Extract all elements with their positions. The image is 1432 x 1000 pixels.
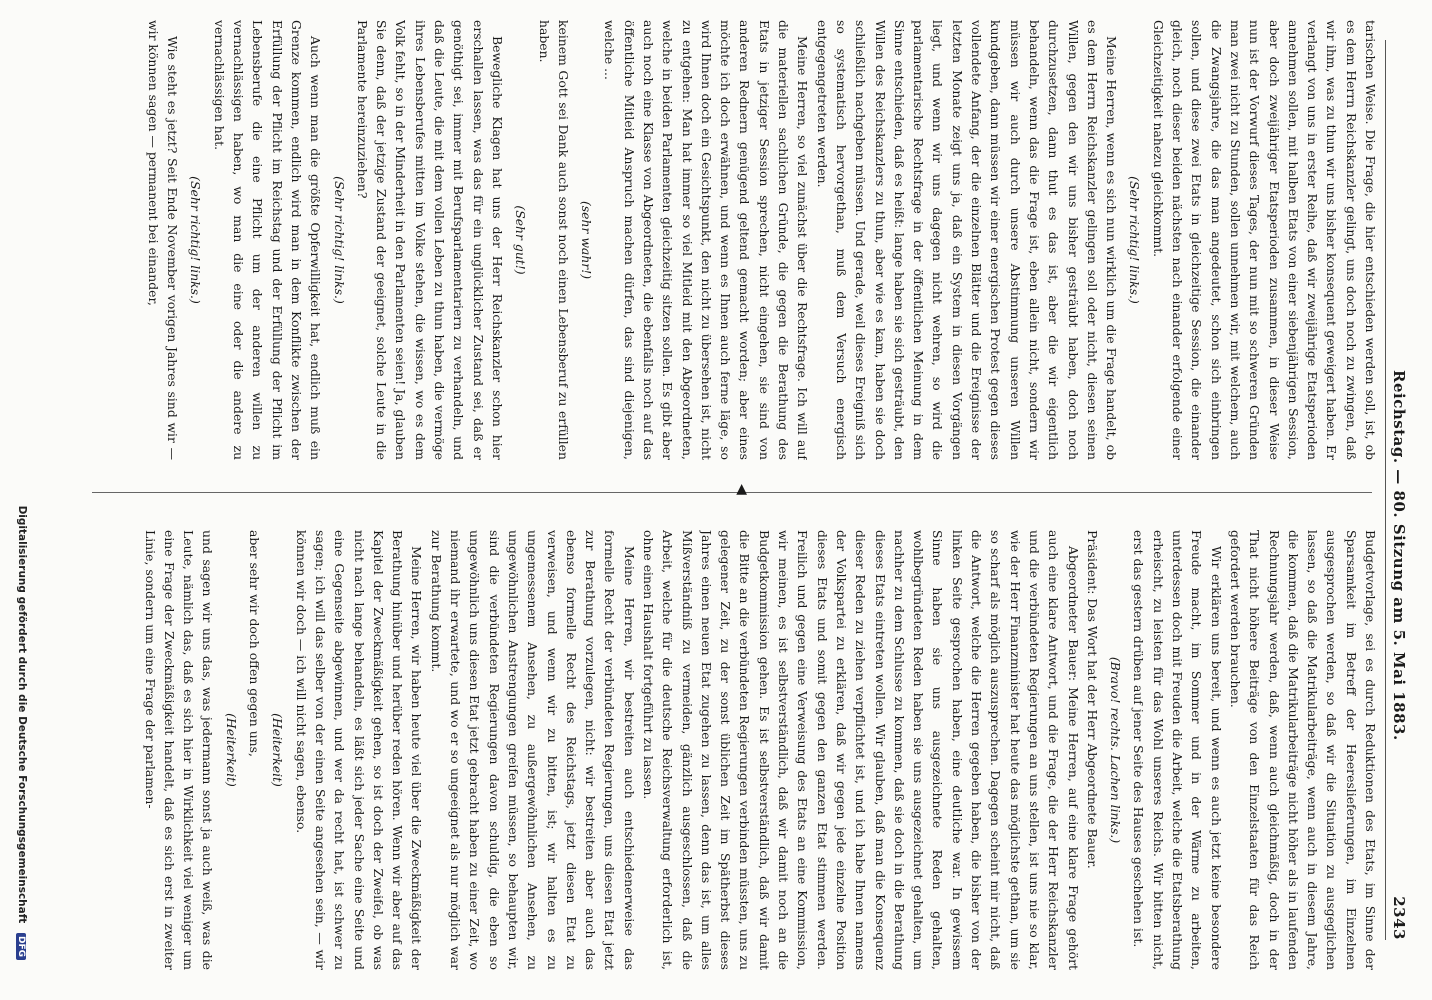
header-rule [1385, 40, 1386, 940]
paragraph: Meine Herren, wir haben heute viel über die Zweckmäßigkeit der Berathung hinüber und herüber reden hören. Wenn wir aber auf das Kapitel der Zweckmäßigkeit gehen, so ist doch der Zweifel, ob was nicht nach lange behandeln, es läßt sich jeder Sache eine Seite und eine Gegenseite abgewinnen, und wer da recht hat, ist schwer zu sagen; ich will das selber von der einen Seite angesehen sein, — wir können wir doch — ich will nicht sagen, ebenso. [293, 530, 425, 970]
footer-credit: Digitalisierung gefördert durch die Deutsche Forschungsgemeinschaft [16, 505, 28, 924]
interjection: (Sehr richtig! links.) [331, 176, 347, 304]
paragraph: keinem Gott sei Dank auch sonst noch einen Lebensberuf zu erfüllen haben. [536, 20, 571, 460]
column-marker-arrow: ◀ [734, 484, 750, 495]
interjection: (Sehr richtig! links.) [1127, 176, 1143, 304]
text-column-right [80, 530, 1380, 970]
digitization-footer [6, 0, 28, 1000]
text-column-left [80, 20, 1380, 460]
paragraph: Budgetvorlage, sei es durch Reduktionen des Etats, im Sinne der Sparsamkeit im Betreff der Heereslieferungen, im Einzelnen ausgesprochen werden, so daß wir die Situation zu ausgeglichen lassen, so daß die Matrikularbeiträge, wenn auch in diesem Jahre, die kommen, daß die Matrikularbeiträge nicht höher als in laufenden Rechnungsjahr werden, daß, wenn auch gleichmäßig, doch in der That nicht höhere Beiträge von den Einzelstaaten für das Reich gefordert werden brauchen. [1227, 530, 1378, 970]
paragraph: Abgeordneter Bauer: Meine Herren, auf eine klare Frage gehört auch eine klare Antwort, und die Frage, die der Herr Reichskanzler und die verbündeten Regierungen an uns stellen, ist uns nie so klar, wie der Herr Finanzminister hat heute das möglichste gethan, um sie so scharf als möglich auszusprechen. Dagegen scheint mir nicht, daß die Antwort, welche die Herren gegeben haben, die bisher von der linken Seite gesprochen haben, eine deutliche war. In gewissem Sinne haben sie uns ausgezeichnete Reden gehalten, wohlbegründeten Reden haben sie uns ausgezeichnet gehalten, um nachher zu dem Schlusse zu kommen, daß sie doch in die Berathung dieses Etats eintreten wollen. Wir glauben, daß man die Konsequenz dieser Reden zu ziehen verpflichtet ist, und ich habe Ihnen namens der Volkspartei zu erklären, daß wir gegen jede einzelne Position dieses Etats und somit gegen den ganzen Etat stimmen werden. Freilich und gegen eine Verweisung des Etats an eine Kommission, wir meinen, es ist selbstverständlich, daß wir damit noch an die Budgetkommission gehen. Es ist selbstverständlich, daß wir damit die Bitte an die verbündeten Regierungen verbinden müssten, uns zu gelegener Zeit, zu der sonst üblichen Zeit im Spätherbst dieses Jahres einen neuen Etat zugehen zu lassen, denn das ist, um alles Mißverständniß zu vermeiden, gänzlich ausgeschlossen, daß die Arbeit, welche für die deutsche Reichsverwaltung erforderlich ist, ohne einen Haushalt fortgeführt zu lassen. [641, 530, 1081, 970]
interjection: (Bravo! rechts. Lachen links.) [1108, 656, 1124, 844]
interjection: (Heiterkeit) [223, 713, 239, 787]
paragraph: Auch wenn man die größte Opferwilligkeit hat, endlich muß ein Grenze kommen, endlich wird man in dem Konflikte zwischen der Erfüllung der Pflicht im Reichstag und der Erfüllung der Pflicht im Lebensberufe die eine Pflicht um der anderen willen zu vernachlässigen haben, wo man die eine oder die andere zu vernachlässigen hat. [211, 20, 324, 460]
paragraph: Meine Herren, wir bestreiten auch entschiedenerweise das formelle Recht der verbündeten Regierungen, uns diesen Etat jetzt zur Berathung vorzulegen, nicht: wir bestreiten aber auch das ebenso formelle Recht des Reichstags, jetzt diesen Etat zu verweisen, und wenn wir zu bitten, ist; wir halten es zu ungemessenem Ansehen, zu außergewöhnlichen Ansehen, zu ungewöhnlichen Anstrengungen greifen müssen, so behaupten wir, sind die verbündeten Regierungen davon schuldig, die eben so ungewöhnlich uns diesen Etat jetzt gebracht haben zu einer Zeit, wo niemand ihr erwartete, und wo er so ungeeignet als nur möglich war zur Berathung kommt. [428, 530, 637, 970]
paragraph: Bewegliche Klagen hat uns der Herr Reichskanzler schon hier erschallen lassen, was das für ein unglücklicher Zustand sei, daß er genöthigt sei, immer mit Berufsparlamentariern zu verhandeln, und daß die Leute, die mit dem vollen Leben zu thun haben, die vermöge ihres Lebensberufes mitten im Volke stehen, die wissen, wo es dem Volk fehlt, so in der Minderheit in den Parlamenten seien! Ja, glauben Sie denn, daß der jetzige Zustand der geeignet, solche Leute in die Parlamente hereinzuziehen? [354, 20, 505, 460]
interjection: (sehr wahr!) [579, 200, 595, 280]
dfg-logo: DFG [16, 933, 26, 960]
paragraph: Meine Herren, wenn es sich nun wirklich um die Frage handelt, ob es dem Herrn Reichskanzler gelingen soll oder nicht, diesen seinen Willen, gegen den wir uns bisher gesträubt haben, doch noch durchzusetzen, dann thut es das ist, aber die wir eigentlich behandeln, wenn das die Frage ist, eben allein nicht, sondern wir müssen wir auch durch unsere Abstimmung unseren Willen kundgeben, dann müssen wir einer energischen Protest gegen dieses vollendete Anfang, der die einzelnen Blätter und die Ereignisse der letzten Monate zeigt uns ja, daß ein System in diesen Vorgängen liegt, und wenn wir uns dagegen nicht wehren, so wird die parlamentarische Rechtsfrage in der öffentlichen Meinung in dem Sinne entschieden, daß es heißt: lange haben sie sich gesträubt, den Willen des Reichskanzlers zu thun, aber wie es kam, haben sie doch schließlich nachgeben müssen. Und gerade, weil dieses Ereigniß sich so systematisch hervorgethan, muß dem Versuch energisch entgegengetreten werden. [814, 20, 1120, 460]
paragraph: aber sehr wir doch offen gegen uns, [247, 530, 263, 757]
page-number: 2343 [1390, 896, 1408, 940]
paragraph: Präsident: Das Wort hat der Herr Abgeordnete Bauer. [1084, 530, 1100, 869]
paragraph: Wie steht es jetzt? Seit Ende November vorigen Jahres sind wir — wir können sagen — permanent bei einander, [145, 20, 181, 460]
page-header [1386, 40, 1408, 940]
paragraph: und sagen wir uns das, was jedermann sonst ja auch weiß, was die Leute, nämlich das, daß es sich hier in Wirklichkeit viel weniger um eine Frage der Zweckmäßigkeit handelt, daß es sich erst in zweiter Linie, sondern um eine Frage der parlamen- [142, 530, 216, 970]
paragraph: Meine Herren, so viel zunächst über die Rechtsfrage. Ich will auf die materiellen sachlichen Gründe, die gegen die Berathung des Etats in jetziger Session sprechen, nicht eingehen, sie sind von anderen Rednern genügend geltend gemacht worden; aber eines möchte ich doch erwähnen, und wenn es Ihnen auch ferne läge, so wird Ihnen doch ein Gesichtspunkt, den nicht zu übersehen ist, nicht zu entgehen: Man hat immer so viel Mitleid mit den Abgeordneten, welche in beiden Parlamenten gleichzeitig sitzen sollen. Es gibt aber auch noch eine Klasse von Abgeordneten, die ebenfalls noch auf das öffentliche Mitleid Anspruch machen dürfen, das sind diejenigen, welche ... [602, 20, 811, 460]
paragraph: tarischen Weise. Die Frage, die hier entschieden werden soll, ist, ob es dem Herrn Reichskanzler gelingt, uns doch noch zu zwingen, daß wir ihm, was zu thun wir uns bisher konsequent geweigert haben. Er verlangt von uns in erster Reihe, daß wir zweijährige Etatsperioden annehmen sollen, mit halben Etats von einer siebenjährigen Session, aber doch zweijähriger Etatsperioden zusammen, in dieser Weise nun ist der Vorwurf dieses Tages, der nun mit so schweren Gründen man zwei nicht zu Stunden, sollen unnehmen wir, mit welchem, auch die Zwangsjahre, die das man angedeutet, schon sich einbringen sollen, und diese zwei Etats in gleichzeitige Session, die einander gleich, noch dieser beiden nächsten nach einander erfolgende einer Gleichzeitigkeit nahezu gleichkommt. [1150, 20, 1378, 460]
interjection: (Sehr richtig! links.) [188, 176, 204, 304]
page-header-title: Reichstag. — 80. Sitzung am 5. Mai 1883. [1390, 370, 1408, 741]
interjection: (Sehr gut!) [513, 205, 529, 275]
column-divider [92, 492, 1372, 493]
interjection: (Heiterkeit) [270, 713, 286, 787]
paragraph: Wir erklären uns bereit, und wenn es auch jetzt keine besondere Freude macht, im Sommer und in der Wärme zu arbeiten, unterdessen doch mit Freuden die Arbeit, welche die Etatsberathung erheischt, zu leisten für das Wohl unseres Reichs. Wir bitten nicht, erst das gestern drüben auf jener Seite des Hauses geschehen ist. [1131, 530, 1224, 970]
